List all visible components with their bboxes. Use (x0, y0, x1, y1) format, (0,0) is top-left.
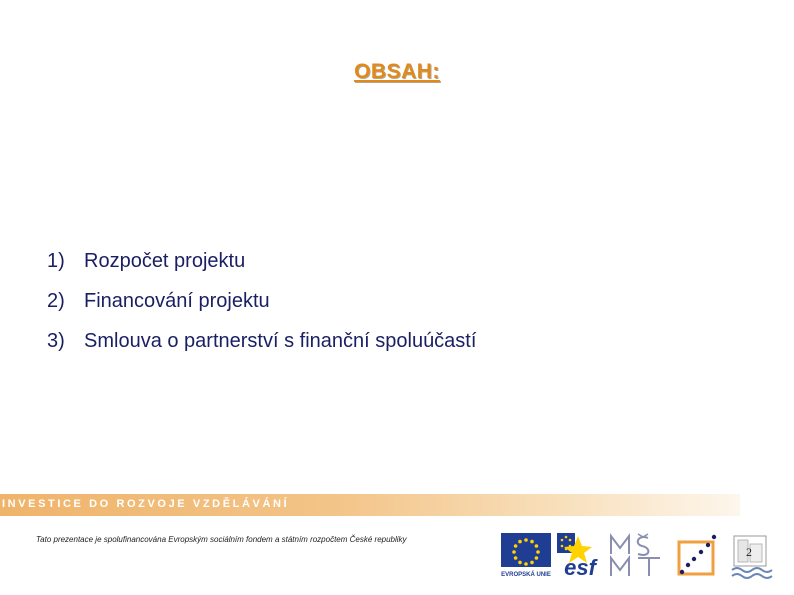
eu-flag-logo (500, 532, 552, 578)
slide-title: OBSAH: (354, 60, 440, 83)
banner-text: INVESTICE DO ROZVOJE VZDĚLÁVÁNÍ (2, 498, 290, 510)
list-item (47, 287, 476, 327)
list-item-text: Financování projektu (84, 290, 270, 312)
list-item-number: 2) (47, 290, 65, 312)
list-item (47, 327, 476, 367)
list-item-text: Smlouva o partnerství s finanční spoluúčastí (84, 330, 477, 352)
list-item-number: 3) (47, 330, 65, 352)
esf-label: esf (564, 555, 596, 578)
eu-label: EVROPSKÁ UNIE (501, 572, 551, 578)
page-number: 2 (746, 545, 752, 559)
list-item (47, 247, 476, 287)
esf-logo (556, 532, 606, 578)
list-item-text: Rozpočet projektu (84, 250, 246, 272)
funding-note: Tato prezentace je spolufinancována Evropským sociálním fondem a státním rozpočtem České republiky (36, 535, 407, 544)
msmt-logo (608, 532, 670, 578)
project-logo (674, 532, 722, 578)
content-list (47, 247, 476, 367)
list-item-number: 1) (47, 250, 65, 272)
footer-banner (0, 494, 740, 516)
